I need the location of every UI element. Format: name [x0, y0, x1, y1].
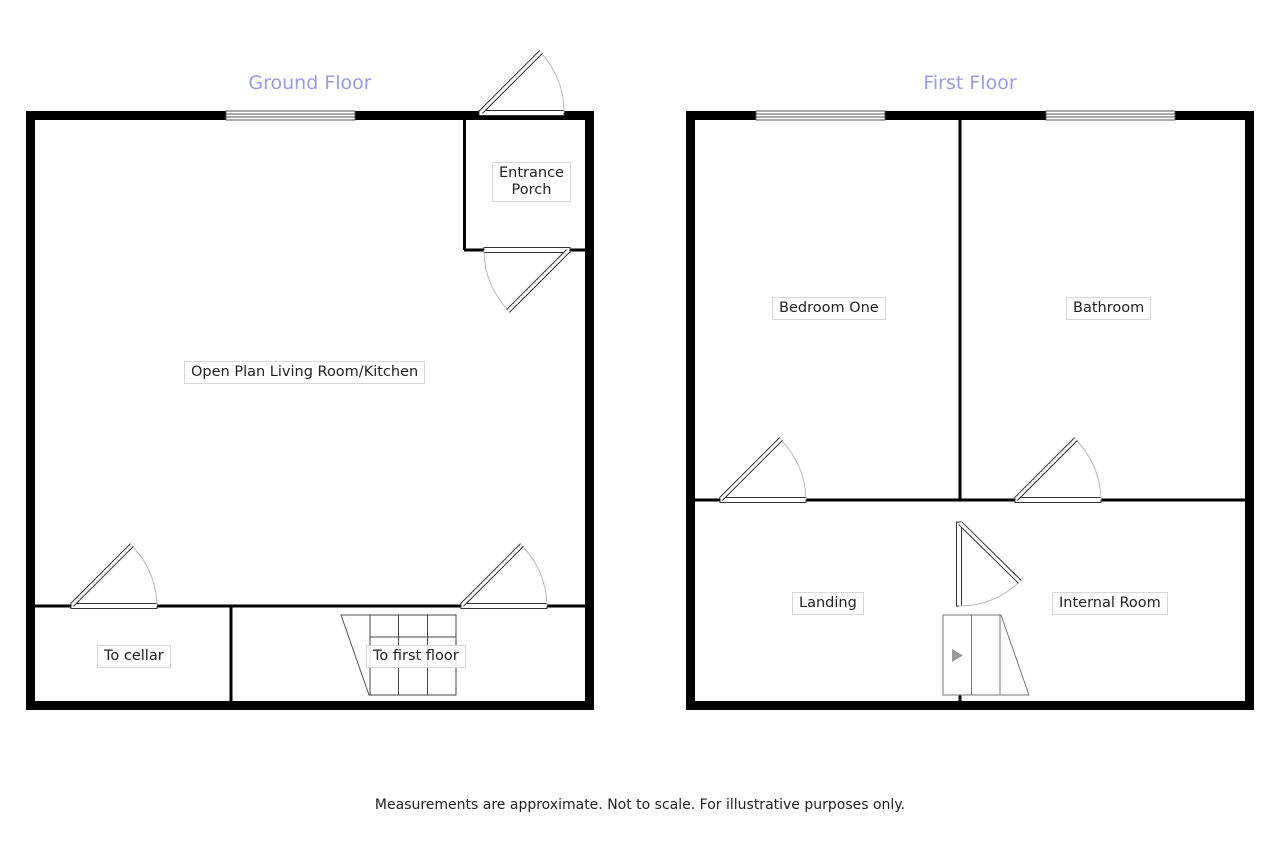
first-floor-title: First Floor: [923, 72, 1017, 94]
bathroom-door: [1015, 439, 1101, 503]
first-floor-plan: [690, 111, 1250, 706]
room-label-cellar: To cellar: [97, 645, 171, 668]
room-label-stairs: To first floor: [366, 645, 466, 668]
disclaimer-text: Measurements are approximate. Not to scale. For illustrative purposes only.: [374, 797, 906, 813]
ground-floor-window: [226, 111, 355, 120]
room-label-internal-room: Internal Room: [1052, 592, 1168, 615]
cellar-door: [71, 545, 157, 609]
first-floor-staircase: [943, 615, 1029, 695]
front-door: [479, 52, 564, 116]
stairs-door: [461, 545, 547, 609]
bedroom-window: [756, 111, 885, 120]
room-label-bathroom: Bathroom: [1066, 297, 1151, 320]
room-label-entrance-porch: Entrance Porch: [492, 162, 571, 202]
internal-room-door: [957, 522, 1021, 606]
room-label-living-kitchen: Open Plan Living Room/Kitchen: [184, 361, 425, 384]
porch-inner-door: [484, 248, 570, 312]
room-label-bedroom-one: Bedroom One: [772, 297, 886, 320]
ground-floor-outer-wall: [31, 116, 590, 706]
bedroom-door: [720, 439, 806, 503]
room-label-landing: Landing: [792, 592, 864, 615]
bathroom-window: [1046, 111, 1175, 120]
ground-floor-title: Ground Floor: [248, 72, 372, 94]
